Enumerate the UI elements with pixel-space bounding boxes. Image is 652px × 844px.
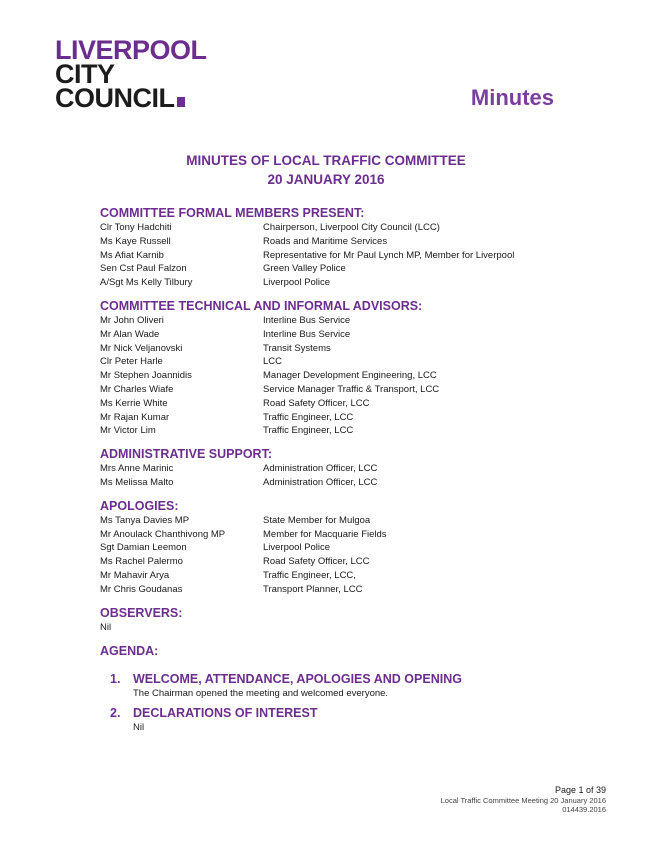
person-name: Ms Melissa Malto bbox=[100, 476, 174, 488]
logo-line-3 bbox=[55, 83, 207, 113]
person-role: Liverpool Police bbox=[263, 277, 331, 289]
person-name: A/Sgt Ms Kelly Tilbury bbox=[100, 277, 193, 289]
person-row bbox=[100, 235, 600, 249]
agenda-item bbox=[110, 705, 600, 735]
agenda-item bbox=[110, 671, 600, 701]
person-role: Roads and Maritime Services bbox=[263, 235, 388, 247]
person-name: Mr Nick Veljanovski bbox=[100, 342, 183, 354]
person-name: Ms Rachel Palermo bbox=[100, 556, 183, 568]
observers-text: Nil bbox=[100, 621, 112, 633]
person-name: Mr Anoulack Chanthivong MP bbox=[100, 528, 226, 540]
people-list bbox=[100, 314, 600, 438]
person-role: Green Valley Police bbox=[263, 263, 346, 275]
person-role: Administration Officer, LCC bbox=[263, 476, 378, 488]
person-row bbox=[100, 397, 600, 411]
person-name: Ms Tanya Davies MP bbox=[100, 514, 190, 526]
person-name: Clr Tony Hadchiti bbox=[100, 222, 172, 233]
person-name: Mr Victor Lim bbox=[100, 425, 156, 437]
person-name: Ms Kaye Russell bbox=[100, 235, 171, 247]
section-heading: OBSERVERS: bbox=[100, 605, 183, 620]
person-row bbox=[100, 383, 600, 397]
person-name: Clr Peter Harle bbox=[100, 356, 163, 368]
person-row bbox=[100, 328, 600, 342]
person-role: Traffic Engineer, LCC, bbox=[263, 569, 356, 581]
person-role: Traffic Engineer, LCC bbox=[263, 425, 354, 437]
technical-advisors-section bbox=[100, 298, 600, 438]
agenda-item-heading bbox=[110, 671, 600, 687]
administrative-support-section bbox=[100, 446, 600, 490]
person-name: Mr Mahavir Arya bbox=[100, 569, 170, 581]
agenda-item-body: The Chairman opened the meeting and welcomed everyone. bbox=[133, 687, 389, 699]
section-heading: AGENDA: bbox=[100, 643, 159, 658]
document-title-date: 20 JANUARY 2016 bbox=[267, 172, 385, 187]
person-role: Road Safety Officer, LCC bbox=[263, 397, 370, 409]
person-role: Administration Officer, LCC bbox=[263, 463, 378, 475]
minutes-content bbox=[100, 205, 600, 739]
person-role: Traffic Engineer, LCC bbox=[263, 411, 354, 423]
person-role: Interline Bus Service bbox=[263, 328, 351, 340]
observers-section bbox=[100, 605, 600, 635]
logo-mark-icon bbox=[177, 97, 185, 107]
person-role: Transport Planner, LCC bbox=[263, 583, 363, 595]
agenda-section bbox=[100, 643, 600, 735]
person-name: Mr Rajan Kumar bbox=[100, 411, 170, 423]
person-row bbox=[100, 411, 600, 425]
person-row bbox=[100, 555, 600, 569]
person-role: LCC bbox=[263, 356, 283, 368]
person-role: Member for Macquarie Fields bbox=[263, 528, 387, 540]
person-name: Sen Cst Paul Falzon bbox=[100, 263, 187, 275]
section-heading: COMMITTEE TECHNICAL AND INFORMAL ADVISORS: bbox=[100, 298, 423, 313]
section-heading: APOLOGIES: bbox=[100, 498, 179, 513]
agenda-item-title: DECLARATIONS OF INTEREST bbox=[133, 705, 318, 720]
person-row bbox=[100, 583, 600, 597]
apologies-section bbox=[100, 498, 600, 597]
document-type: Minutes bbox=[470, 85, 554, 110]
formal-members-section bbox=[100, 205, 600, 290]
people-list bbox=[100, 514, 600, 597]
person-row bbox=[100, 314, 600, 328]
person-role: Transit Systems bbox=[263, 342, 331, 354]
person-role: Road Safety Officer, LCC bbox=[263, 556, 370, 568]
person-role: Representative for Mr Paul Lynch MP, Member for Liverpool bbox=[263, 249, 515, 261]
person-name: Mr John Oliveri bbox=[100, 314, 164, 326]
document-title-line-1: MINUTES OF LOCAL TRAFFIC COMMITTEE bbox=[186, 153, 466, 168]
section-heading: ADMINISTRATIVE SUPPORT: bbox=[100, 447, 272, 462]
document-title bbox=[0, 151, 652, 189]
person-row bbox=[100, 249, 600, 263]
footer-reference: 014439.2016 bbox=[562, 805, 606, 814]
person-name: Mrs Anne Marinic bbox=[100, 463, 174, 475]
page-number: Page 1 of 39 bbox=[554, 785, 606, 795]
people-list bbox=[100, 462, 600, 490]
footer-meeting-line: Local Traffic Committee Meeting 20 January 2016 bbox=[440, 796, 606, 805]
person-role: Interline Bus Service bbox=[263, 314, 351, 326]
page-footer bbox=[441, 786, 606, 814]
person-row bbox=[100, 476, 600, 490]
agenda-item-title: WELCOME, ATTENDANCE, APOLOGIES AND OPENING bbox=[133, 671, 462, 686]
person-role: State Member for Mulgoa bbox=[263, 514, 371, 526]
person-row bbox=[100, 276, 600, 290]
council-logo bbox=[55, 35, 207, 113]
person-name: Mr Charles Wiafe bbox=[100, 383, 174, 395]
agenda-item-number: 1. bbox=[110, 671, 121, 686]
person-row bbox=[100, 369, 600, 383]
person-name: Mr Alan Wade bbox=[100, 328, 160, 340]
person-row bbox=[100, 569, 600, 583]
logo-line-2: CITY bbox=[55, 59, 115, 89]
person-row bbox=[100, 541, 600, 555]
person-row bbox=[100, 221, 600, 235]
section-heading: COMMITTEE FORMAL MEMBERS PRESENT: bbox=[100, 206, 365, 220]
person-name: Mr Stephen Joannidis bbox=[100, 370, 192, 382]
agenda-item-body: Nil bbox=[133, 721, 145, 733]
person-role: Manager Development Engineering, LCC bbox=[263, 370, 437, 382]
person-row bbox=[100, 528, 600, 542]
person-row bbox=[100, 262, 600, 276]
person-row bbox=[100, 342, 600, 356]
logo-line-1: LIVERPOOL bbox=[55, 35, 207, 65]
person-name: Sgt Damian Leemon bbox=[100, 542, 187, 554]
agenda-item-heading bbox=[110, 705, 600, 721]
person-row bbox=[100, 514, 600, 528]
person-name: Mr Chris Goudanas bbox=[100, 583, 183, 595]
person-role: Chairperson, Liverpool City Council (LCC) bbox=[263, 222, 440, 233]
person-role: Liverpool Police bbox=[263, 542, 331, 554]
person-row bbox=[100, 424, 600, 438]
person-name: Ms Afiat Karnib bbox=[100, 249, 164, 261]
logo-line-3-text: COUNCIL bbox=[55, 83, 175, 113]
person-role: Service Manager Traffic & Transport, LCC bbox=[263, 383, 440, 395]
person-row bbox=[100, 462, 600, 476]
agenda-item-number: 2. bbox=[110, 705, 121, 720]
person-name: Ms Kerrie White bbox=[100, 397, 168, 409]
person-row bbox=[100, 355, 600, 369]
people-list bbox=[100, 221, 600, 290]
